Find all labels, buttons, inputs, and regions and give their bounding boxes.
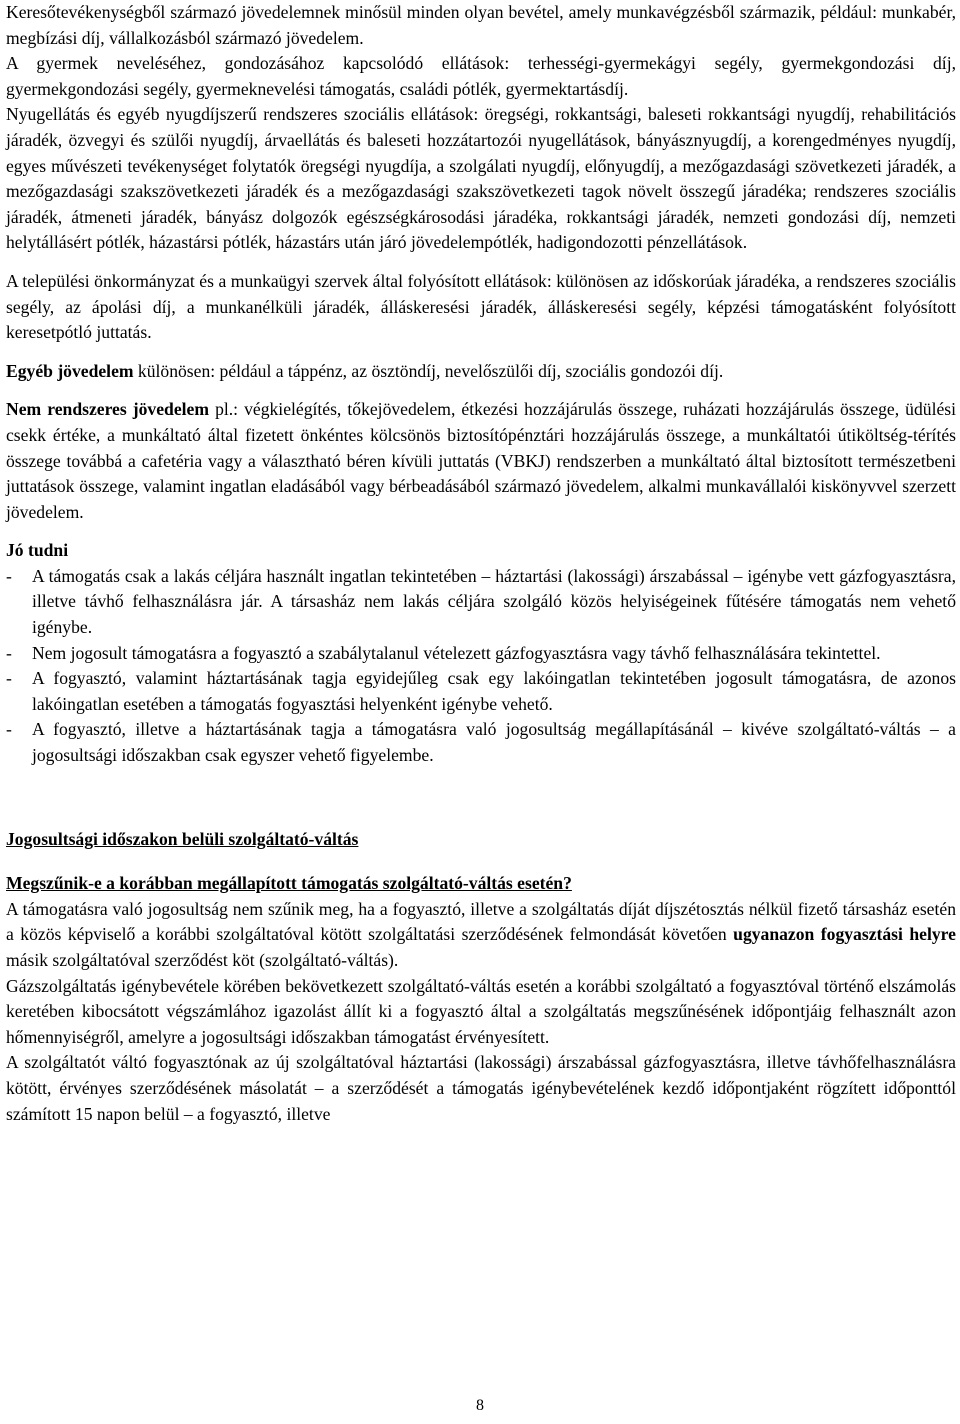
spacer	[6, 769, 956, 827]
irregular-income-label: Nem rendszeres jövedelem	[6, 399, 209, 420]
dash-bullet: -	[6, 642, 12, 663]
question-heading: Megszűnik-e a korábban megállapított támogatás szolgáltató-váltás esetén?	[6, 873, 572, 894]
irregular-income-text: pl.: végkielégítés, tőkejövedelem, étkezési hozzájárulás összege, ruházati hozzájárulás összege, üdülési csekk értéke, a munkáltató által fizetett önkéntes kölcsönös biztosítópénztári hozzájárulás összege, a munkáltatói útiköltség-térítés összege továbbá a cafetéria vagy a választható béren kívüli juttatás (VBKJ) rendszerben a munkáltató által biztosított természetbeni juttatások összege, valamint ingatlan eladásából vagy bérbeadásából származó jövedelem, alkalmi munkavállalói kiskönyvvel szerzett jövedelem.	[6, 399, 957, 522]
answer-1-bold: ugyanazon fogyasztási helyre	[733, 924, 956, 945]
dash-bullet: -	[6, 565, 12, 586]
other-income-text: különösen: például a táppénz, az ösztöndíj, nevelőszülői díj, szociális gondozói díj.	[133, 360, 724, 381]
spacer	[6, 384, 956, 397]
irregular-income-paragraph	[6, 397, 956, 525]
dash-bullet: -	[6, 668, 12, 689]
list-item	[6, 564, 956, 641]
list-item-text: A fogyasztó, illetve a háztartásának tagja a támogatásra való jogosultság megállapításánál – kivéve szolgáltató-váltás – a jogosultsági időszakban csak egyszer vehető figyelembe.	[32, 719, 956, 766]
list-item-text: Nem jogosult támogatásra a fogyasztó a szabálytalanul vételezett gázfogyasztásra vagy távhő felhasználására tekintettel.	[32, 642, 881, 663]
answer-paragraph-2: Gázszolgáltatás igénybevétele körében bekövetkezett szolgáltató-váltás esetén a korábbi szolgáltató a fogyasztóval történő elszámolás keretében kibocsátott végszámlához igazolást állít ki a fogyasztó által a szolgáltatás megszűnésének időpontjáig felhasznált azon hőmennyiségről, amelyre a jogosultsági időszakban támogatást érvényesített.	[6, 975, 956, 1047]
other-income-label: Egyéb jövedelem	[6, 360, 134, 381]
answer-1-before: A támogatásra való jogosultság nem szűnik meg, ha a fogyasztó, illetve a szolgáltatás díját díjszétosztás nélkül fizető társasház esetén a közös képviselő a korábbi szolgáltatóval kötött szolgáltatási szerződésének felmondását követően	[6, 898, 956, 945]
employment-income-paragraph: Keresőtevékenységből származó jövedelemnek minősül minden olyan bevétel, amely munkavégzésből származik, például: munkabér, megbízási díj, vállalkozásból származó jövedelem.	[6, 2, 956, 48]
good-to-know-list	[6, 564, 956, 769]
spacer	[6, 256, 956, 269]
list-item	[6, 666, 956, 717]
good-to-know-title: Jó tudni	[6, 540, 69, 561]
spacer	[6, 346, 956, 359]
other-income-paragraph	[6, 359, 956, 385]
list-item	[6, 717, 956, 768]
list-item-text: A fogyasztó, valamint háztartásának tagja egyidejűleg csak egy lakóingatlan tekintetében jogosult támogatásra, de azonos lakóingatlan esetében a támogatás fogyasztási helyenként igénybe vehető.	[32, 668, 956, 714]
answer-paragraph-1	[6, 897, 956, 974]
childcare-benefits-paragraph: A gyermek neveléséhez, gondozásához kapcsolódó ellátások: terhességi-gyermekágyi segély, gyermekgondozási díj, gyermekgondozási segély, gyermeknevelési támogatás, családi pótlék, gyermektartásdíj.	[6, 53, 956, 99]
municipal-benefits-paragraph: A települési önkormányzat és a munkaügyi szervek által folyósított ellátások: különösen az időskorúak járadéka, a rendszeres szociális segély, az ápolási díj, a munkanélküli járadék, álláskeresési járadék, álláskeresési segély, képzési támogatásként folyósított keresetpótló juttatás.	[6, 270, 956, 343]
spacer	[6, 852, 956, 871]
dash-bullet: -	[6, 719, 12, 740]
pension-benefits-paragraph: Nyugellátás és egyéb nyugdíjszerű rendszeres szociális ellátások: öregségi, rokkantsági, baleseti rokkantsági nyugdíj, rehabilitációs járadék, özvegyi és szülői nyugdíj, árvaellátás és baleseti hozzátartozói nyugellátások, bányásznyugdíj, a korengedményes nyugdíj, egyes művészeti tevékenységet folytatók öregségi nyugdíja, a szolgálati nyugdíj, előnyugdíj, a mezőgazdasági szövetkezeti járadék, a mezőgazdasági szakszövetkezeti járadék és a mezőgazdasági szakszövetkezeti tagok növelt összegű járadéka; rendszeres szociális járadék, átmeneti járadék, bányász dolgozók egészségkárosodási járadéka, rokkantsági járadék, nemzeti gondozási díj, nemzeti helytállásért pótlék, házastársi pótlék, házastárs után járó jövedelempótlék, hadigondozotti pénzellátások.	[6, 104, 956, 253]
document-page	[6, 0, 956, 1127]
answer-paragraph-3: A szolgáltatót váltó fogyasztónak az új szolgáltatóval háztartási (lakossági) árszabással gázfogyasztásra, illetve távhőfelhasználásra kötött, érvényes szerződésének másolatát – a szerződését a támogatás igénybevételének kezdő időpontjaként rögzített időponttól számított 15 napon belül – a fogyasztó, illetve	[6, 1052, 956, 1124]
list-item	[6, 641, 956, 667]
answer-1-after: másik szolgáltatóval szerződést köt (szolgáltató-váltás).	[6, 950, 399, 970]
list-item-text: A támogatás csak a lakás céljára használt ingatlan tekintetében – háztartási (lakossági) árszabással – igénybe vett gázfogyasztásra, illetve távhő felhasználásra jár. A társasház nem lakás céljára szolgáló közös helyiségeinek fűtésére támogatás nem vehető igénybe.	[32, 565, 956, 638]
spacer	[6, 525, 956, 538]
page-number: 8	[476, 1397, 484, 1414]
section-title: Jogosultsági időszakon belüli szolgáltató-váltás	[6, 828, 359, 849]
